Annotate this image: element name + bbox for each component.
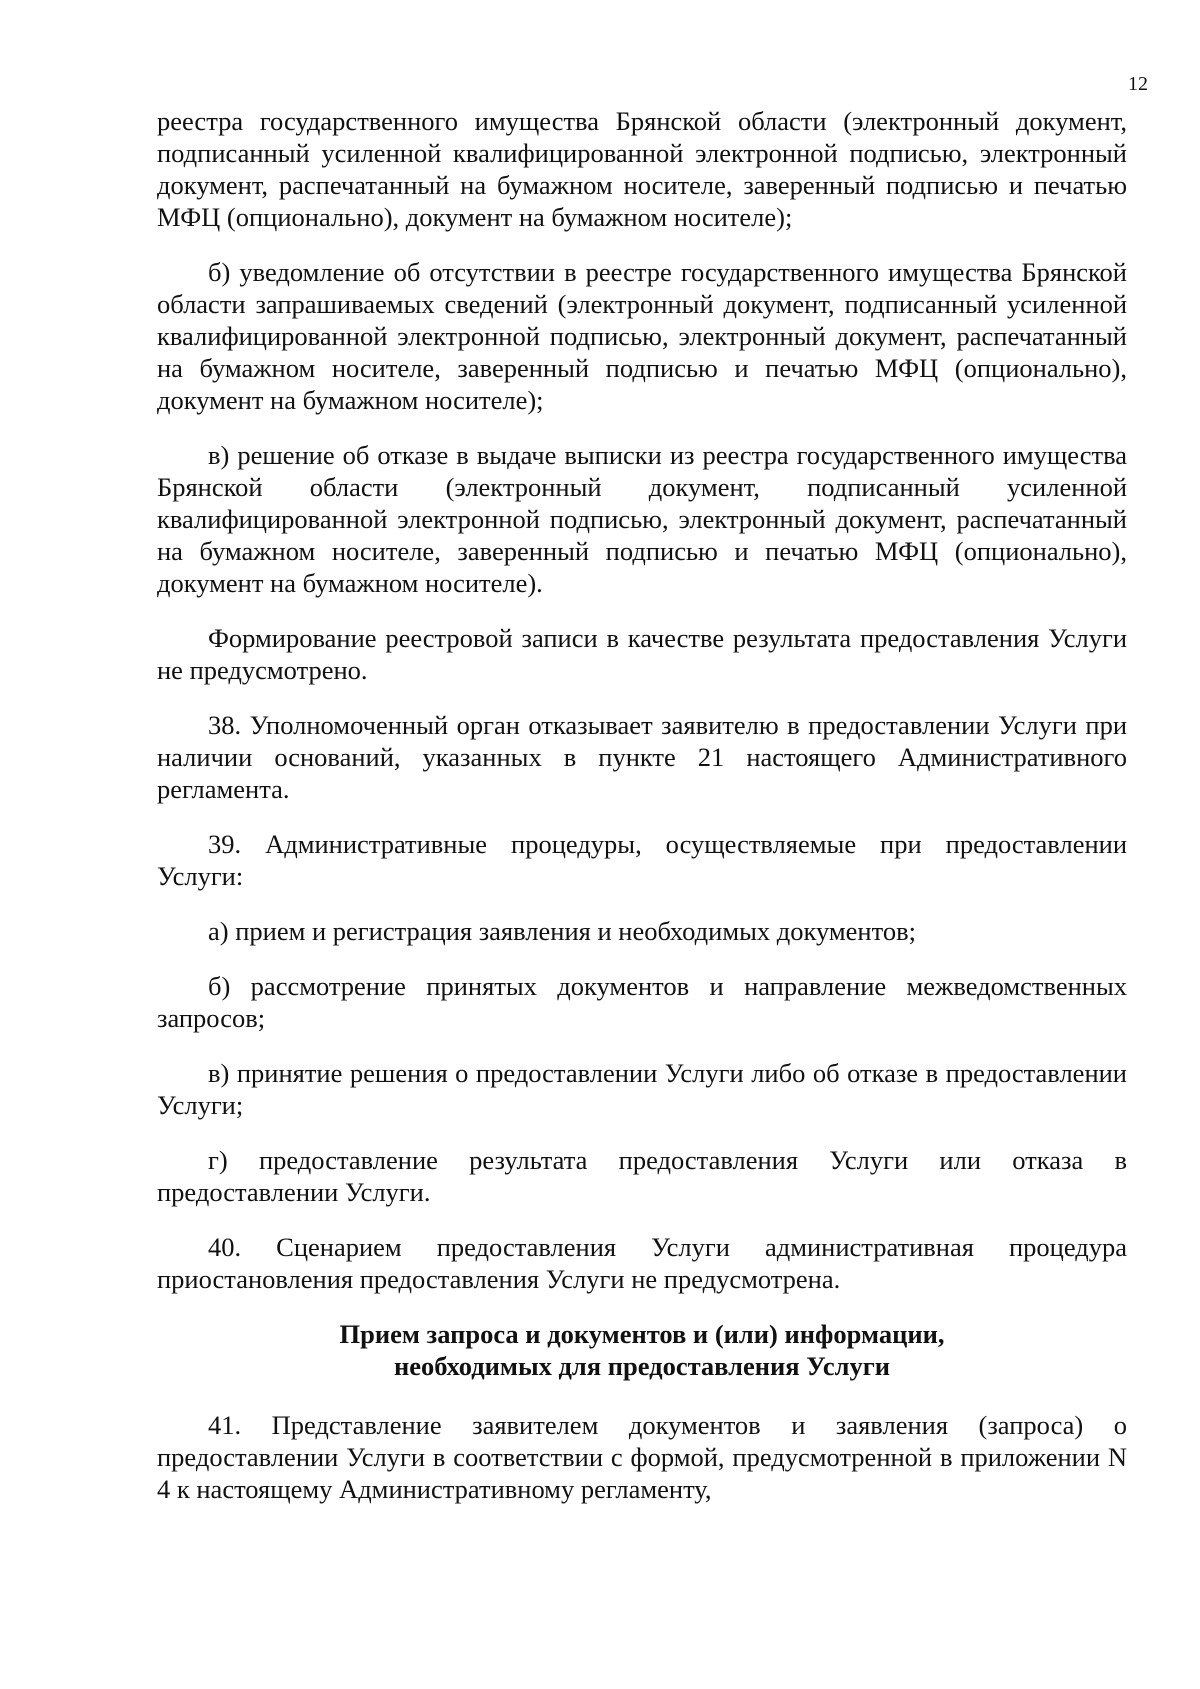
paragraph-39: 39. Административные процедуры, осуществляемые при предоставлении Услуги:: [157, 829, 1127, 891]
paragraph-continuation: реестра государственного имущества Брянской области (электронный документ, подписанный усиленной квалифицированной электронной подписью, электронный документ, распечатанный на бумажном носителе, заверенный подписью и печатью МФЦ (опционально), документ на бумажном носителе);: [157, 106, 1127, 232]
section-heading: [157, 1318, 1127, 1382]
page-number: 12: [1128, 73, 1148, 95]
paragraph-39-a: а) прием и регистрация заявления и необходимых документов;: [208, 916, 916, 946]
paragraph-item-v-refusal: в) решение об отказе в выдаче выписки из реестра государственного имущества Брянской области (электронный документ, подписанный усиленной квалифицированной электронной подписью, электронный документ, распечатанный на бумажном носителе, заверенный подписью и печатью МФЦ (опционально), документ на бумажном носителе).: [157, 440, 1127, 598]
paragraph-39-b: б) рассмотрение принятых документов и направление межведомственных запросов;: [157, 971, 1127, 1033]
paragraph-39-v: в) принятие решения о предоставлении Услуги либо об отказе в предоставлении Услуги;: [157, 1058, 1127, 1120]
paragraph-41: 41. Представление заявителем документов и заявления (запроса) о предоставлении Услуги в соответствии с формой, предусмотренной в приложении N 4 к настоящему Административному регламенту,: [157, 1410, 1127, 1504]
paragraph-item-b-notice: б) уведомление об отсутствии в реестре государственного имущества Брянской области запрашиваемых сведений (электронный документ, подписанный усиленной квалифицированной электронной подписью, электронный документ, распечатанный на бумажном носителе, заверенный подписью и печатью МФЦ (опционально), документ на бумажном носителе);: [157, 257, 1127, 415]
paragraph-40: 40. Сценарием предоставления Услуги административная процедура приостановления предоставления Услуги не предусмотрена.: [157, 1232, 1127, 1294]
section-heading-line-1: Прием запроса и документов и (или) информации,: [339, 1319, 945, 1349]
paragraph-registry-record: Формирование реестровой записи в качестве результата предоставления Услуги не предусмотрено.: [157, 623, 1127, 685]
paragraph-39-g: г) предоставление результата предоставления Услуги или отказа в предоставлении Услуги.: [157, 1145, 1127, 1207]
document-body: [157, 105, 1127, 1505]
section-heading-line-2: необходимых для предоставления Услуги: [393, 1351, 891, 1381]
paragraph-38: 38. Уполномоченный орган отказывает заявителю в предоставлении Услуги при наличии оснований, указанных в пункте 21 настоящего Административного регламента.: [157, 710, 1127, 804]
